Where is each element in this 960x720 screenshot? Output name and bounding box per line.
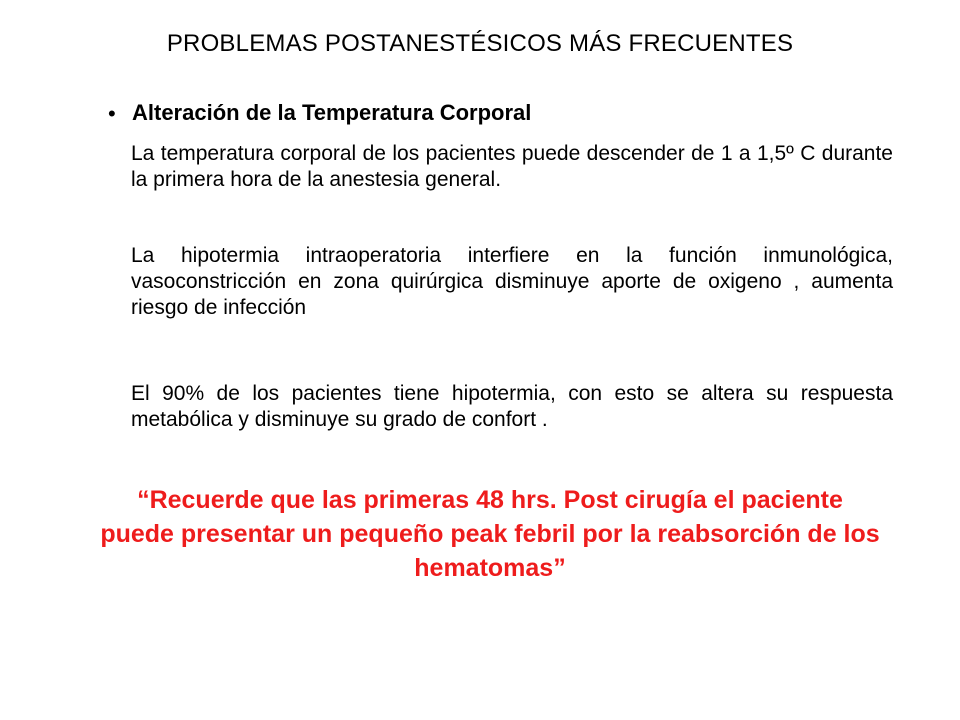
- highlight-note: “Recuerde que las primeras 48 hrs. Post cirugía el paciente puede presentar un pequeño peak febril por la reabsorción de los hematomas”: [100, 486, 880, 582]
- paragraph-intraoperative-hypothermia: La hipotermia intraoperatoria interfiere en la función inmunológica, vasoconstricción en zona quirúrgica disminuye aporte de oxigeno , aumenta riesgo de infección: [131, 244, 893, 319]
- slide-title: PROBLEMAS POSTANESTÉSICOS MÁS FRECUENTES: [166, 30, 794, 57]
- paragraph-hypothermia-prevalence: El 90% de los pacientes tiene hipotermia, con esto se altera su respuesta metabólica y disminuye su grado de confort .: [131, 382, 893, 431]
- bullet-marker: •: [108, 101, 116, 126]
- bullet-heading: Alteración de la Temperatura Corporal: [132, 100, 532, 125]
- paragraph-temperature-drop: La temperatura corporal de los pacientes puede descender de 1 a 1,5º C durante la primera hora de la anestesia general.: [131, 142, 893, 191]
